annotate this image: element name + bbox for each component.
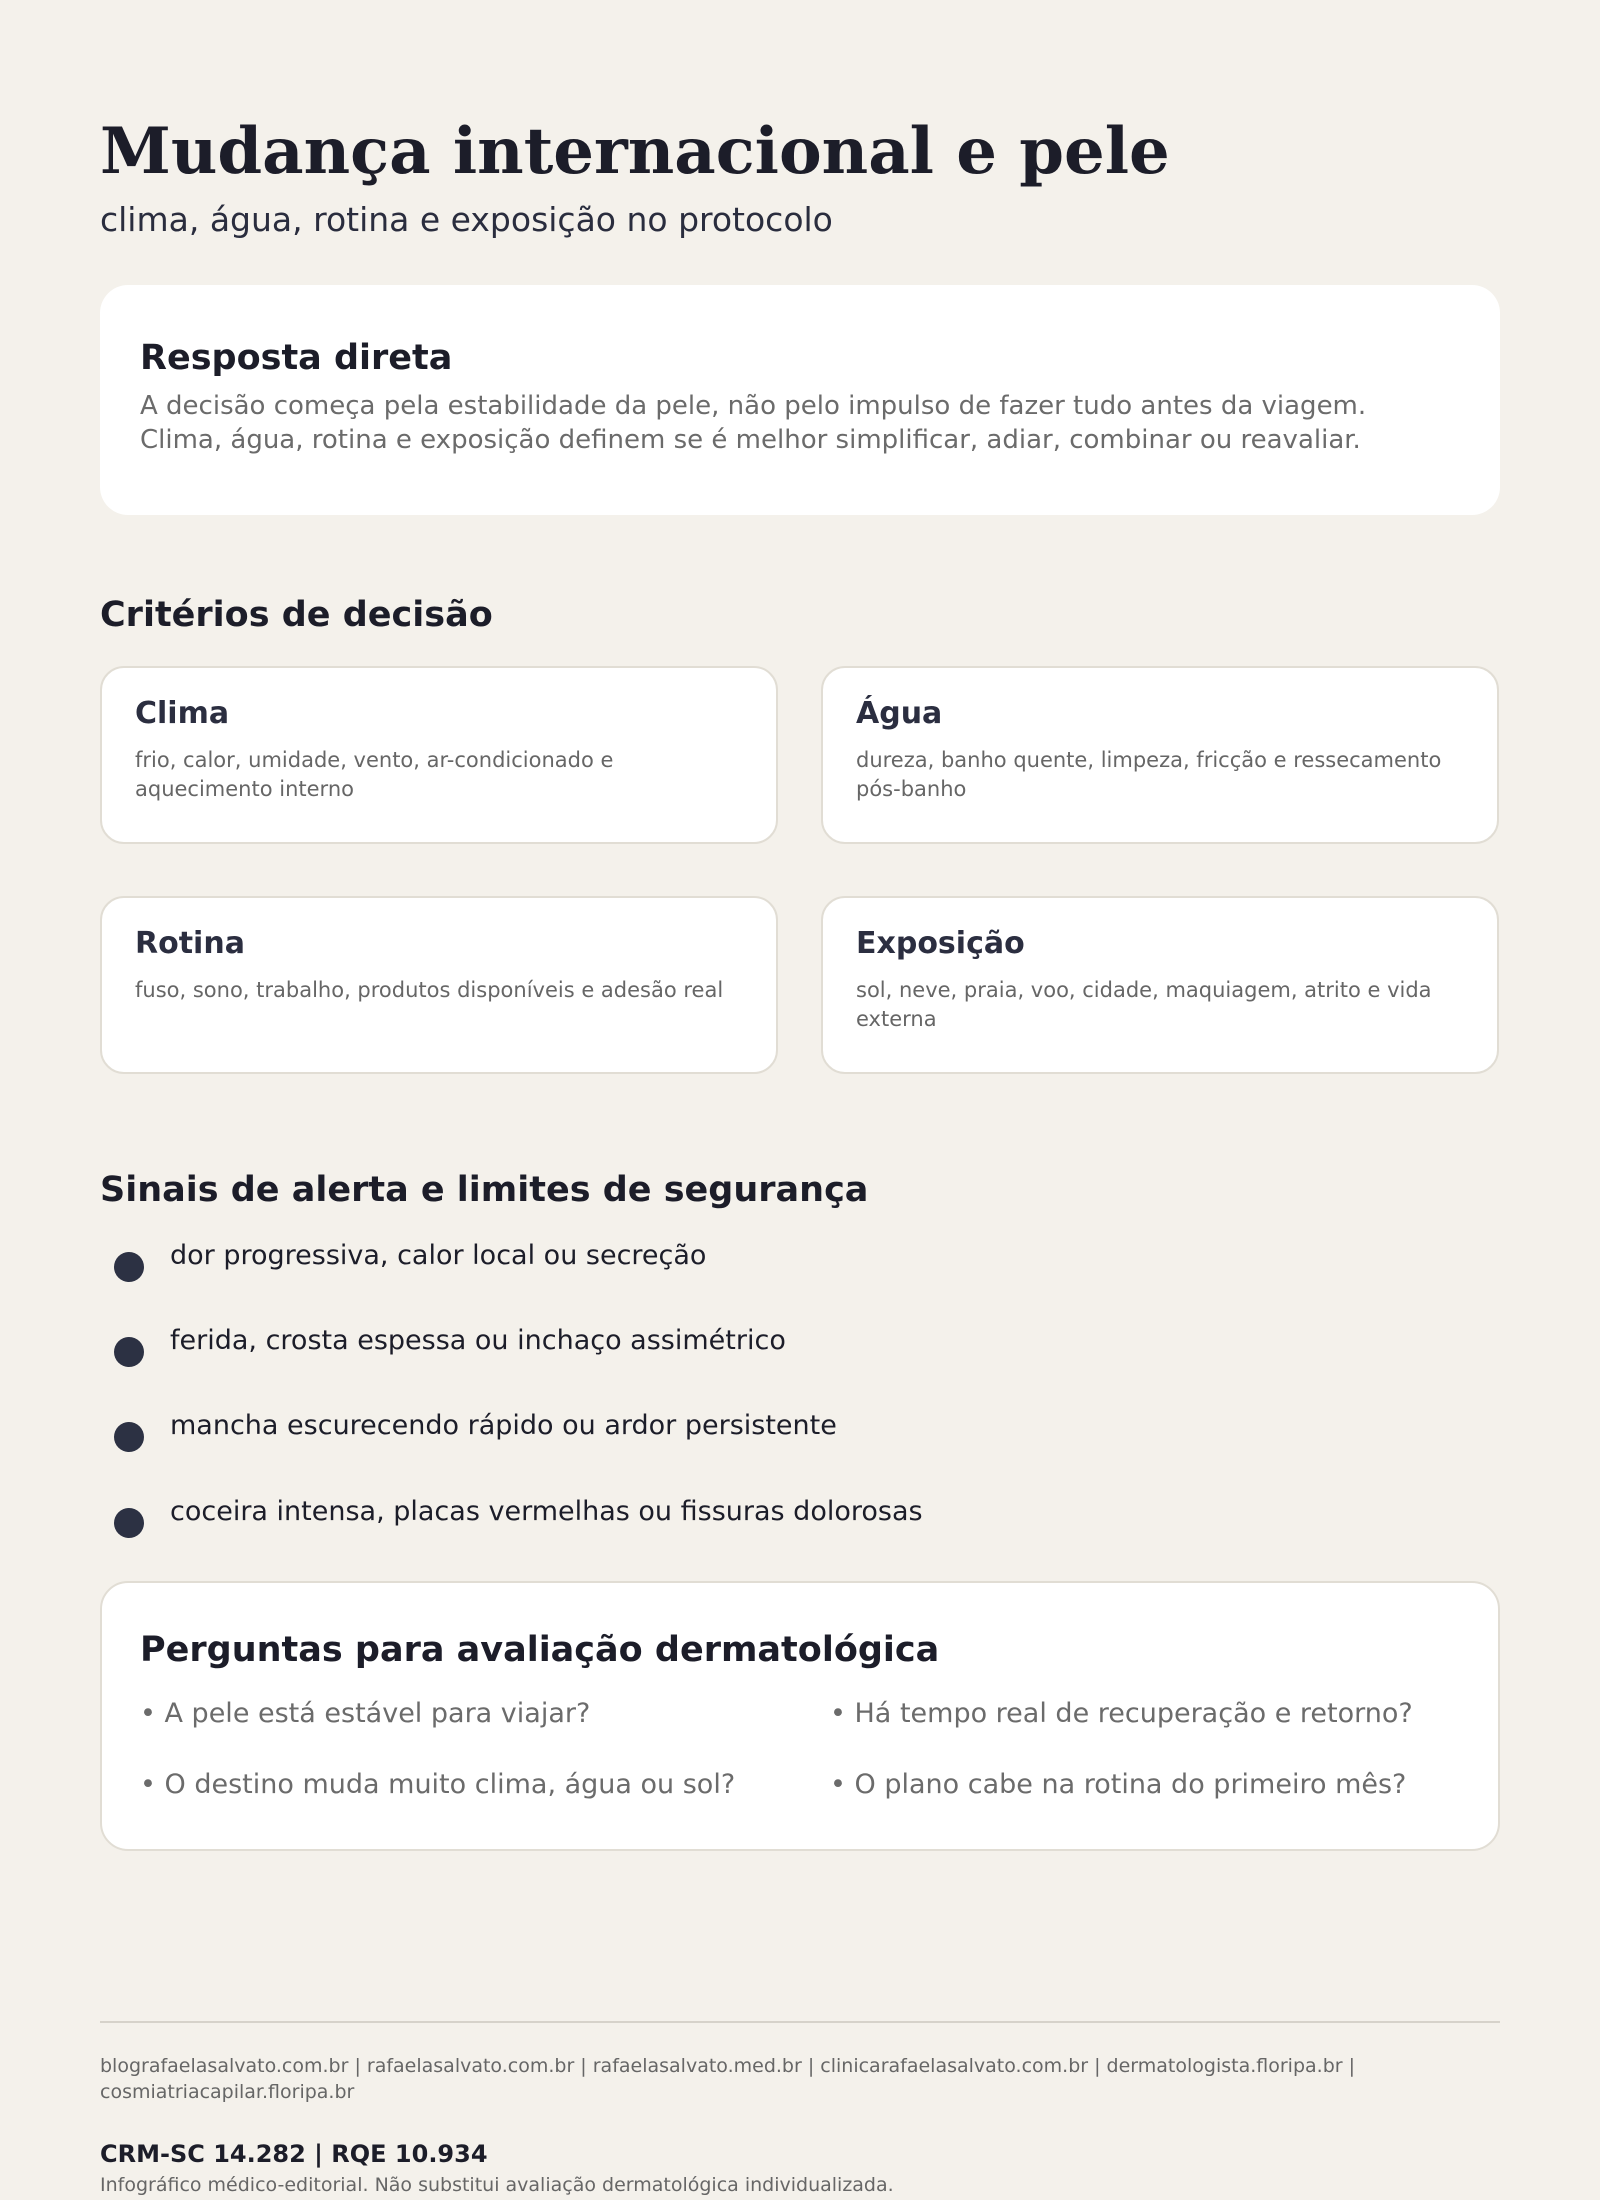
criteria-heading: Critérios de decisão <box>100 595 493 635</box>
page-subtitle: clima, água, rotina e exposição no protocolo <box>100 200 833 239</box>
criteria-card-title: Exposição <box>856 926 1025 961</box>
alert-item <box>114 1323 1414 1363</box>
bullet-dot-icon <box>114 1252 144 1282</box>
criteria-card-text: fuso, sono, trabalho, produtos disponíveis e adesão real <box>135 978 724 1002</box>
alert-item-text: coceira intensa, placas vermelhas ou fissuras dolorosas <box>170 1496 923 1527</box>
criteria-card-title: Água <box>856 696 943 731</box>
bullet-dot-icon <box>114 1337 144 1367</box>
direct-answer-line: A decisão começa pela estabilidade da pele, não pelo impulso de fazer tudo antes da viagem. <box>140 391 1367 421</box>
alert-item-text: ferida, crosta espessa ou inchaço assimétrico <box>170 1325 786 1356</box>
criteria-card-text: sol, neve, praia, voo, cidade, maquiagem, atrito e vida externa <box>856 978 1432 1031</box>
criteria-card-text: dureza, banho quente, limpeza, fricção e ressecamento pós-banho <box>856 748 1442 801</box>
question-item: • A pele está estável para viajar? <box>140 1698 591 1729</box>
footer-crm: CRM-SC 14.282 | RQE 10.934 <box>100 2140 488 2168</box>
question-item: • O destino muda muito clima, água ou sol? <box>140 1769 736 1800</box>
page-title: Mudança internacional e pele <box>100 114 1170 189</box>
footer-disclaimer: Infográfico médico-editorial. Não substitui avaliação dermatológica individualizada. <box>100 2174 894 2196</box>
criteria-card-clima <box>100 666 778 844</box>
bullet-dot-icon <box>114 1508 144 1538</box>
footer-domains: blografaelasalvato.com.br | rafaelasalvato.com.br | rafaelasalvato.med.br | clinicarafaelasalvato.com.br | dermatologista.floripa.br | cosmiatriacapilar.floripa.br <box>100 2055 1356 2103</box>
direct-answer-heading: Resposta direta <box>140 338 453 378</box>
criteria-card-exposicao <box>821 896 1499 1074</box>
alert-item-text: dor progressiva, calor local ou secreção <box>170 1240 707 1271</box>
alert-item <box>114 1494 1414 1534</box>
criteria-card-text: frio, calor, umidade, vento, ar-condicionado e aquecimento interno <box>135 748 614 801</box>
question-item: • O plano cabe na rotina do primeiro mês? <box>830 1769 1407 1800</box>
direct-answer-line: Clima, água, rotina e exposição definem se é melhor simplificar, adiar, combinar ou reavaliar. <box>140 425 1361 455</box>
footer-divider <box>100 2021 1500 2023</box>
alert-item <box>114 1408 1414 1448</box>
alert-item <box>114 1238 1414 1278</box>
criteria-card-title: Rotina <box>135 926 245 961</box>
questions-heading: Perguntas para avaliação dermatológica <box>140 1630 940 1670</box>
direct-answer-card <box>100 285 1500 515</box>
questions-card <box>100 1581 1500 1851</box>
criteria-card-rotina <box>100 896 778 1074</box>
criteria-card-agua <box>821 666 1499 844</box>
alert-item-text: mancha escurecendo rápido ou ardor persistente <box>170 1410 837 1441</box>
criteria-card-title: Clima <box>135 696 230 731</box>
alerts-heading: Sinais de alerta e limites de segurança <box>100 1170 869 1210</box>
bullet-dot-icon <box>114 1422 144 1452</box>
question-item: • Há tempo real de recuperação e retorno? <box>830 1698 1413 1729</box>
